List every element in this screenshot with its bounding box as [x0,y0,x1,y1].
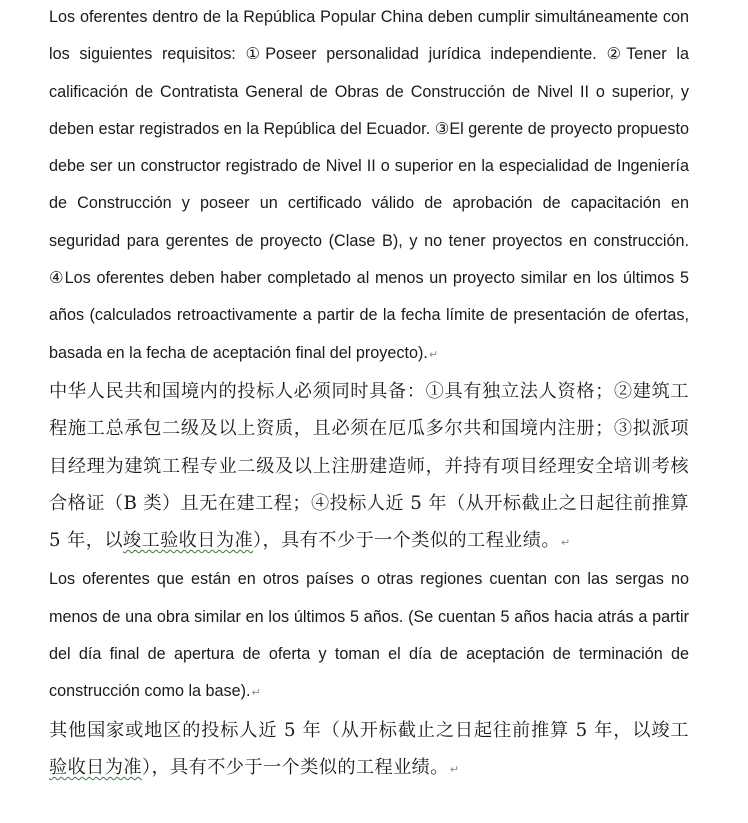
paragraph-text: 中华人民共和国境内的投标人必须同时具备：①具有独立法人资格；②建筑工程施工总承包二级及以上资质，且必须在厄瓜多尔共和国境内注册；③拟派项目经理为建筑工程专业二级及以上注册建造师，并持有项目经理安全培训考核合格证（B 类）且无在建工程；④投标人近 5 年（从开标截止之日起往前推算 5 年，以 [49,380,689,552]
paragraph-mark-icon: ↵ [560,536,571,550]
paragraph-text: ），具有不少于一个类似的工程业绩。 [141,756,449,778]
paragraph-text: Los oferentes dentro de la República Popular China deben cumplir simultáneamente con los siguientes requisitos: ①Poseer personalidad jurídica independiente. ②Tener la calificación de Contratista General de Obras de Construcción de Nivel II o superior, y deben estar registrados en la República del Ecuador. ③El gerente de proyecto propuesto debe ser un constructor registrado de Nivel II o superior en la especialidad de Ingeniería de Construcción y poseer un certificado válido de aprobación de capacitación en seguridad para gerentes de proyecto (Clase B), y no tener proyectos en construcción. ④Los oferentes deben haber completado al menos un proyecto similar en los últimos 5 años (calculados retroactivamente a partir de la fecha límite de presentación de ofertas, basada en la fecha de aceptación final del proyecto). [49,8,689,362]
paragraph-mark-icon: ↵ [428,347,439,361]
paragraph-text: ），具有不少于一个类似的工程业绩。 [253,530,560,552]
spellcheck-underlined-text[interactable]: 验收日为准 [49,756,142,778]
paragraph-spanish-2 [49,561,689,711]
spellcheck-underlined-text[interactable]: 竣工验收日为准 [122,530,254,552]
paragraph-mark-icon: ↵ [251,686,261,700]
paragraph-spanish-1 [49,0,689,373]
paragraph-mark-icon: ↵ [449,762,460,776]
paragraph-chinese-2 [49,712,689,789]
paragraph-chinese-1 [49,373,689,561]
paragraph-text: Los oferentes que están en otros países o otras regiones cuentan con las sergas no menos de una obra similar en los últimos 5 años. (Se cuentan 5 años hacia atrás a partir del día final de apertura de oferta y toman el día de aceptación de terminación de construcción como la base). [49,570,689,701]
paragraph-text: 其他国家或地区的投标人近 5 年（从开标截止之日起往前推算 5 年，以竣工 [49,719,689,741]
document-body [49,0,689,788]
